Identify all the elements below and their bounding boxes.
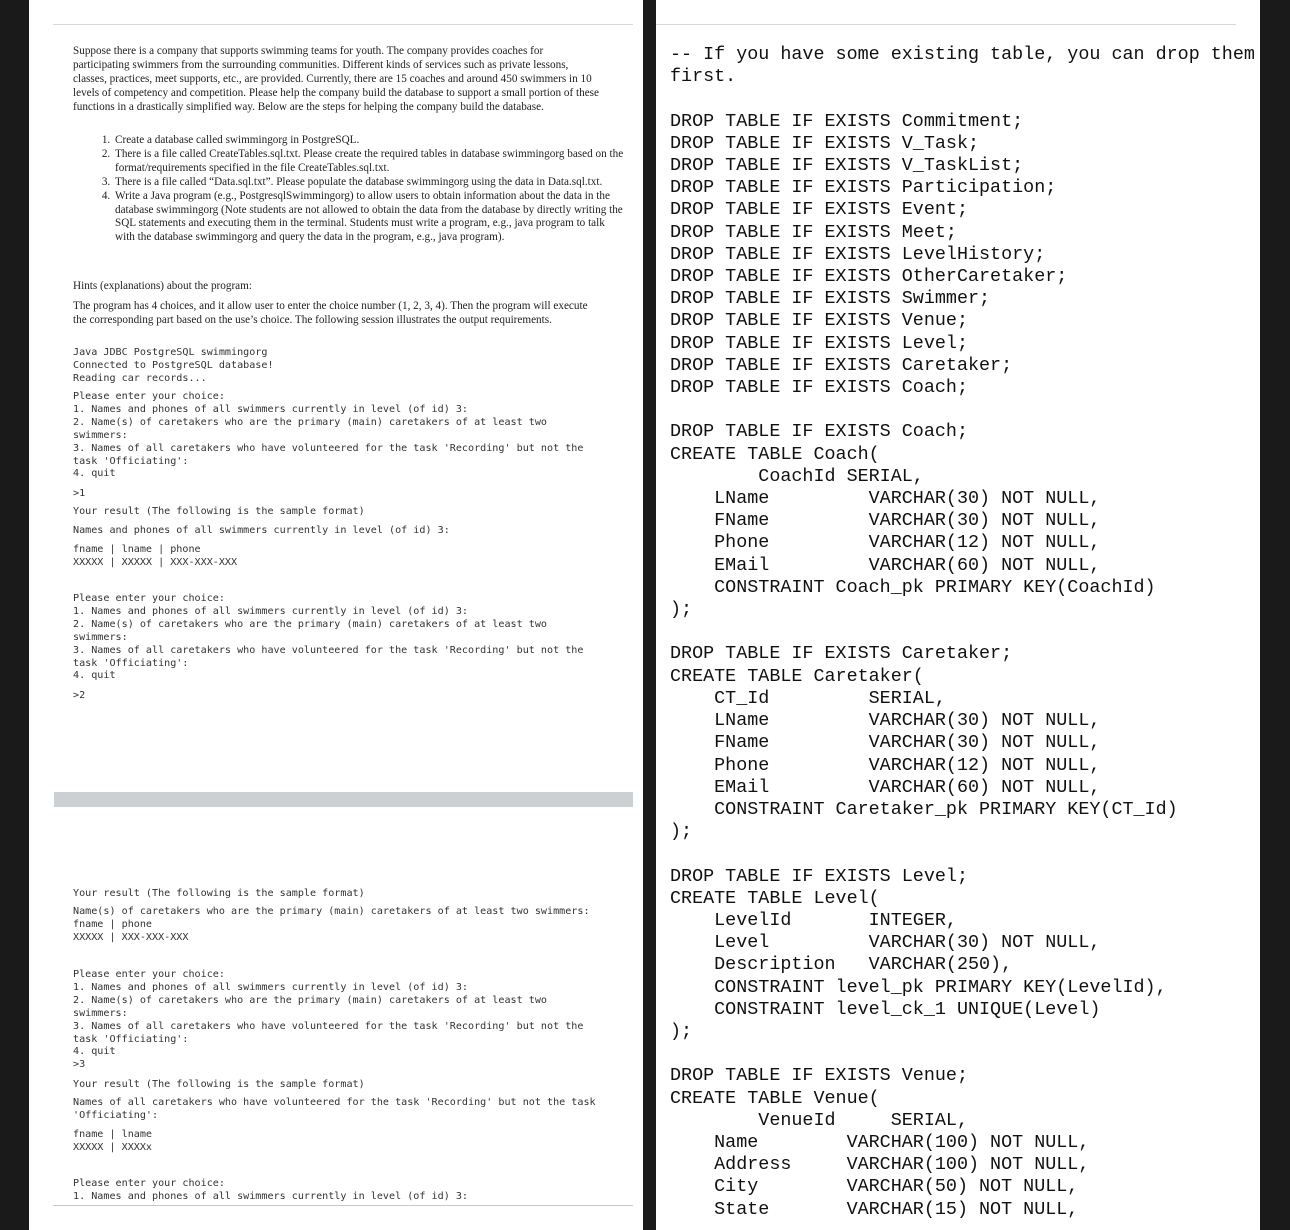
choice-menu: Please enter your choice: 1. Names and phones of all swimmers currently in level (of id) 3: 2. Name(s) of caretakers who are the primary (main) caretakers of at least two swimmers: 3. Names of all caretakers who have volunteered for the task 'Recording' but not the task 'Officiating': 4. quit: [73, 593, 584, 682]
intro-paragraph: Suppose there is a company that supports swimming teams for youth. The company provides coaches for participating swimmers from the surrounding communities. Different kinds of services such as private lessons, classes, practices, meet supports, etc., are provided. Currently, there are 15 coaches and around 450 swimmers in 10 levels of competency and competition. Please help the company build the database to support a small portion of these functions in a drastically simplified way. Below are the steps for helping the company build the database.: [73, 45, 599, 113]
user-input: >3: [73, 1059, 86, 1070]
sql-code-block: -- If you have some existing table, you can drop them first. DROP TABLE IF EXISTS Commitment; DROP TABLE IF EXISTS V_Task; DROP TABLE IF EXISTS V_TaskList; DROP TABLE IF EXISTS Participation; DROP TABLE IF EXISTS Event; DROP TABLE IF EXISTS Meet; DROP TABLE IF EXISTS LevelHistory; DROP TABLE IF EXISTS OtherCaretaker; DROP TABLE IF EXISTS Swimmer; DROP TABLE IF EXISTS Venue; DROP TABLE IF EXISTS Level; DROP TABLE IF EXISTS Caretaker; DROP TABLE IF EXISTS Coach; DROP TABLE IF EXISTS Coach; CREATE TABLE Coach( CoachId SERIAL, LName VARCHAR(30) NOT NULL, FName VARCHAR(30) NOT NULL, Phone VARCHAR(12) NOT NULL, EMail VARCHAR(60) NOT NULL, CONSTRAINT Coach_pk PRIMARY KEY(CoachId) ); DROP TABLE IF EXISTS Caretaker; CREATE TABLE Caretaker( CT_Id SERIAL, LName VARCHAR(30) NOT NULL, FName VARCHAR(30) NOT NULL, Phone VARCHAR(12) NOT NULL, EMail VARCHAR(60) NOT NULL, CONSTRAINT Caretaker_pk PRIMARY KEY(CT_Id) ); DROP TABLE IF EXISTS Level; CREATE TABLE Level( LevelId INTEGER, Level VARCHAR(30) NOT NULL, Description VARCHAR(250), CONSTRAINT level_pk PRIMARY KEY(LevelId), CONSTRAINT level_ck_1 UNIQUE(Level) ); DROP TABLE IF EXISTS Venue; CREATE TABLE Venue( VenueId SERIAL, Name VARCHAR(100) NOT NULL, Address VARCHAR(100) NOT NULL, City VARCHAR(50) NOT NULL, State VARCHAR(15) NOT NULL,: [670, 44, 1255, 1220]
program-description: The program has 4 choices, and it allow user to enter the choice number (1, 2, 3, 4). Then the program will execute the corresponding part based on the use’s choice. The following session illustrates the output requirements.: [73, 300, 588, 326]
step-item: 2. There is a file called CreateTables.sql.txt. Please create the required tables in database swimmingorg based on the format/requirements specified in the file CreateTables.sql.txt.: [113, 148, 625, 176]
result-label: Your result (The following is the sample format): [73, 506, 365, 517]
steps-list: [73, 134, 625, 245]
choice-menu: Please enter your choice: 1. Names and phones of all swimmers currently in level (of id) 3: 2. Name(s) of caretakers who are the primary (main) caretakers of at least two swimmers: 3. Names of all caretakers who have volunteered for the task 'Recording' but not the task 'Officiating': 4. quit: [73, 391, 584, 480]
session-header: Java JDBC PostgreSQL swimmingorg Connected to PostgreSQL database! Reading car records...: [73, 347, 274, 384]
page-break-band: [54, 792, 633, 807]
user-input: >2: [73, 690, 86, 701]
result-title: Names and phones of all swimmers currently in level (of id) 3:: [73, 525, 450, 536]
step-item: 4. Write a Java program (e.g., PostgresqlSwimmingorg) to allow users to obtain information about the data in the database swimmingorg (Note students are not allowed to obtain the data from the database by directly writing the SQL statements and executing them in the terminal. Students must write a program, e.g., java program to talk with the database swimmingorg and query the data in the program, e.g., java program).: [113, 190, 625, 246]
result-label: Your result (The following is the sample format): [73, 1079, 365, 1090]
result-table: fname | lname | phone XXXXX | XXXXX | XXX-XXX-XXX: [73, 544, 238, 568]
user-input: >1: [73, 488, 86, 499]
result-table: fname | lname XXXXX | XXXXx: [73, 1129, 153, 1153]
result-block: Name(s) of caretakers who are the primary (main) caretakers of at least two swimmers: fname | phone XXXXX | XXX-XXX-XXX: [73, 906, 590, 943]
page-top-rule: [656, 24, 1236, 25]
assignment-page: [29, 0, 643, 1230]
hints-heading: Hints (explanations) about the program:: [73, 280, 252, 292]
page-bottom-rule: [53, 1205, 633, 1206]
sql-file-page: [656, 0, 1260, 1230]
choice-menu-partial: Please enter your choice: 1. Names and phones of all swimmers currently in level (of id) 3:: [73, 1178, 469, 1202]
result-title: Names of all caretakers who have volunteered for the task 'Recording' but not the task 'Officiating':: [73, 1097, 602, 1121]
page-top-rule: [53, 24, 633, 25]
step-item: 3. There is a file called “Data.sql.txt”. Please populate the database swimmingorg using the data in Data.sql.txt.: [113, 176, 625, 190]
step-item: 1. Create a database called swimmingorg in PostgreSQL.: [113, 134, 625, 148]
choice-menu: Please enter your choice: 1. Names and phones of all swimmers currently in level (of id) 3: 2. Name(s) of caretakers who are the primary (main) caretakers of at least two swimmers: 3. Names of all caretakers who have volunteered for the task 'Recording' but not the task 'Officiating': 4. quit: [73, 969, 584, 1058]
result-label: Your result (The following is the sample format): [73, 888, 365, 899]
